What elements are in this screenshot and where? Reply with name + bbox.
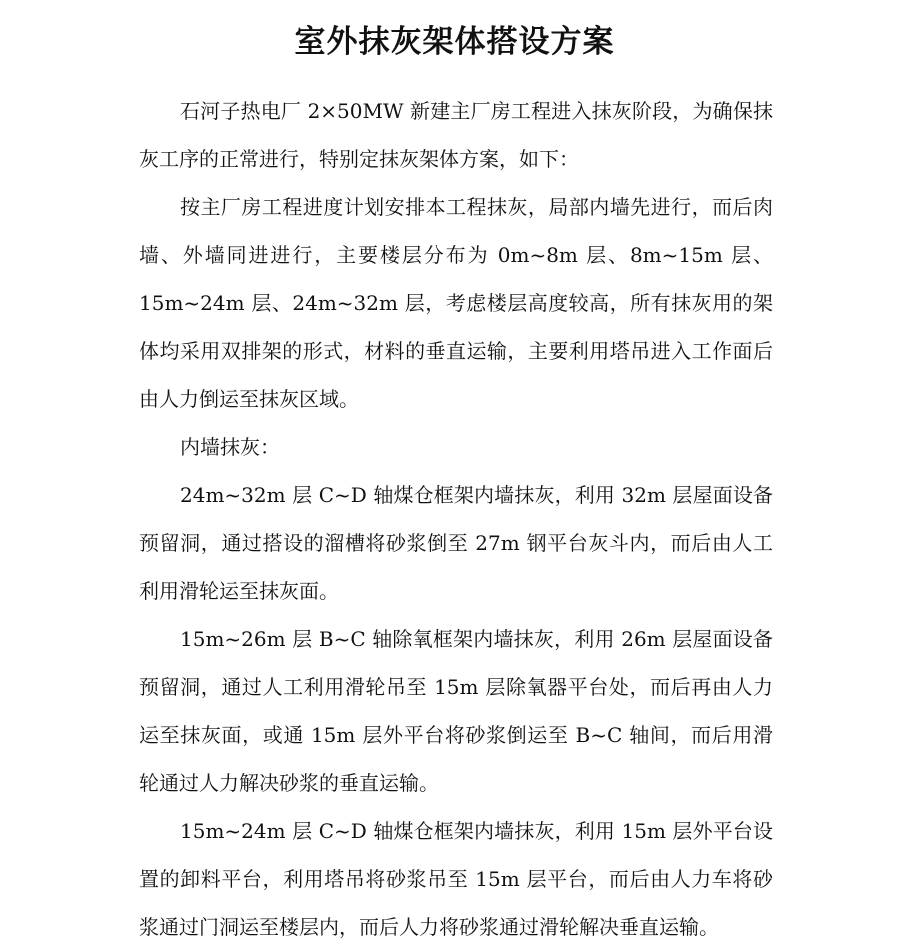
- paragraph-schedule: 按主厂房工程进度计划安排本工程抹灰，局部内墙先进行，而后肉墙、外墙同进进行，主要楼层分布为 0m~8m 层、8m~15m 层、15m~24m 层、24m~32m 层，考虑楼层高度较高，所有抹灰用的架体均采用双排架的形式，材料的垂直运输，主要利用塔吊进入工作面后由人力倒运至抹灰区域。: [139, 195, 773, 411]
- section-heading-interior: 内墙抹灰：: [180, 435, 280, 459]
- paragraph-15m-26m: 15m~26m 层 B~C 轴除氧框架内墙抹灰，利用 26m 层屋面设备预留洞，通过人工利用滑轮吊至 15m 层除氧器平台处，而后再由人力运至抹灰面，或通 15m 层外平台将砂浆倒运至 B~C 轴间，而后用滑轮通过人力解决砂浆的垂直运输。: [139, 627, 773, 795]
- paragraph-intro: 石河子热电厂 2×50MW 新建主厂房工程进入抹灰阶段，为确保抹灰工序的正常进行，特别定抹灰架体方案，如下：: [139, 99, 773, 171]
- document-title: 室外抹灰架体搭设方案: [294, 24, 615, 60]
- document-body: [139, 87, 773, 951]
- paragraph-15m-24m: 15m~24m 层 C~D 轴煤仓框架内墙抹灰，利用 15m 层外平台设置的卸料平台，利用塔吊将砂浆吊至 15m 层平台，而后由人力车将砂浆通过门洞运至楼层内，而后人力将砂浆通过滑轮解决垂直运输。: [139, 819, 773, 939]
- paragraph-24m-32m: 24m~32m 层 C~D 轴煤仓框架内墙抹灰，利用 32m 层屋面设备预留洞，通过搭设的溜槽将砂浆倒至 27m 钢平台灰斗内，而后由人工利用滑轮运至抹灰面。: [139, 483, 773, 603]
